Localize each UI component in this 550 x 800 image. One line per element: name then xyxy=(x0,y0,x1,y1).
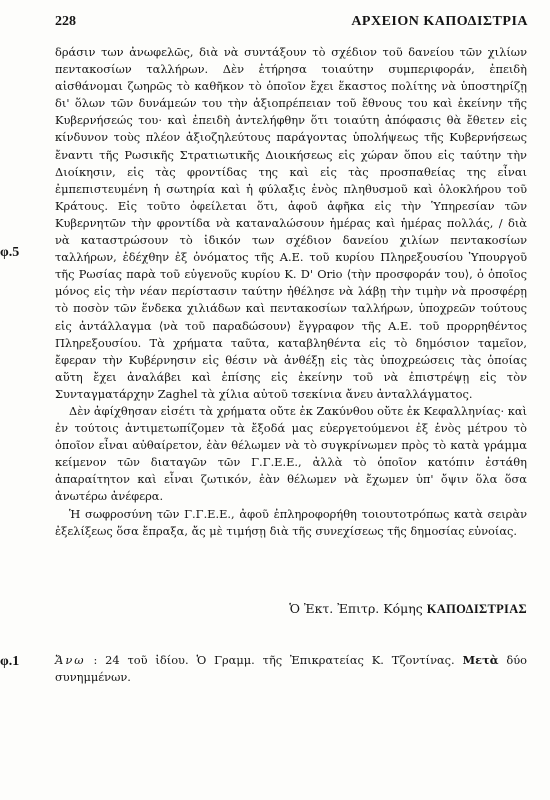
running-title: ΑΡΧΕΙΟΝ ΚΑΠΟΔΙΣΤΡΙΑ xyxy=(351,14,528,29)
paragraph-2: Δὲν ἀφίχθησαν εἰσέτι τὰ χρήματα οὔτε ἐκ Ζακύνθου οὔτε ἐκ Κεφαλληνίας· καὶ ἐν τούτοις ἀντιμετωπίζομεν τὰ ἔξοδά μας εὐεργετούμενοι ἐξ ἑνὸς μέτρου τὸ ὁποῖον εἶναι αὐθαίρετον, ἐὰν θέλωμεν νὰ τὸ συγκρίνωμεν πρὸς τὸ κατὰ γράμμα κείμενον τῶν διαταγῶν τῶν Γ.Γ.Ε.Ε., ἀλλὰ τὸ ὁποῖον κατόπιν ἐστάθη ἀπαραίτητον καὶ εἶναι ζωτικόν, ἐὰν θέλωμεν νὰ ἔχωμεν ὑπ' ὄψιν ὅλα ὅσα ἀνωτέρω ἀνέφερα. xyxy=(55,403,527,504)
note-tag: Ἄνω xyxy=(55,653,86,667)
note-text: : 24 τοῦ ἰδίου. Ὁ Γραμμ. τῆς Ἐπικρατείας Κ. Τζοντίνας. xyxy=(93,653,455,667)
signature-name: ΚΑΠΟΔΙΣΤΡΙΑΣ xyxy=(426,602,527,616)
signature-prefix: Ὁ Ἐκτ. Ἐπιτρ. Κόμης xyxy=(289,601,423,616)
archival-note xyxy=(55,652,527,686)
page-header xyxy=(55,14,528,34)
letter-body xyxy=(55,44,527,540)
page-number: 228 xyxy=(55,14,76,29)
margin-folio-note-1: φ.1 xyxy=(0,654,20,669)
margin-folio-note-5: φ.5 xyxy=(0,245,20,260)
paragraph-1: δράσιν των ἀνωφελῶς, διὰ νὰ συντάξουν τὸ σχέδιον τοῦ δανείου τῶν χιλίων πεντακοσίων ταλλήρων. Δὲν ἐτήρησα τοιαύτην συμπεριφοράν, ἐπειδὴ αἰσθάνομαι ζωηρῶς τὸ καθῆκον τὸ ὁποῖον ἔχει ἕκαστος πολίτης νὰ ὑποστηρίζῃ δι' ὅλων τῶν δυνάμεών του τὴν ἀξιοπρέπειαν τοῦ ἔθνους του καὶ ἐκείνην τῆς Κυβερνήσεώς του· καὶ ἐπειδὴ ἀντελήφθην ὅτι τοιαύτη ἀπόφασις θὰ ἔθετεν εἰς κίνδυνον τοὺς πλέον ἀξιοζηλεύτους παράγοντας ὑπολήψεως τῆς Κυβερνήσεως ἔναντι τῆς Ρωσικῆς Στρατιωτικῆς Διοικήσεως εἰς χώραν ὅπου εἰς ταύτην τὴν Διοίκησιν, εἰς τὰς φροντίδας της καὶ εἰς τὰς προσπαθείας της εἶναι ἐμπεπιστευμένη ἡ σωτηρία καὶ ἡ φύλαξις ἑνὸς πληθυσμοῦ καὶ ὁλοκλήρου τοῦ Κράτους. Εἰς τοῦτο ὀφείλεται ὅτι, ἀφοῦ ἀφῆκα εἰς τὴν Ὑπηρεσίαν τῶν Κυβερνητῶν τὴν φροντίδα νὰ καταναλώσουν ἡμέρας καὶ ἡμέρας πολλάς, / διὰ νὰ καταστρώσουν τὸ ἰδικόν των σχέδιον δανείου χιλίων πεντακοσίων ταλλήρων, ἐδέχθην ἐξ ὀνόματος τῆς Α.Ε. τοῦ κυρίου Πληρεξουσίου Ὑπουργοῦ τῆς Ρωσίας παρὰ τοῦ εὐγενοῦς κυρίου Κ. D' Orio ⟨τὴν προσφοράν του⟩, ὁ ὁποῖος μόνος εἰς τὴν νέαν περίστασιν ταύτην ἠθέλησε νὰ λάβῃ τὴν τιμὴν νὰ προσφέρῃ τὸ ποσὸν τῶν ἕνδεκα χιλιάδων καὶ πεντακοσίων ταλλήρων, ὑποχρεῶν τούτους εἰς ἀντάλλαγμα ⟨νὰ τοῦ παραδώσουν⟩ ἔγγραφον τῆς Α.Ε. τοῦ προρρηθέντος Πληρεξουσίου. Τὰ χρήματα ταῦτα, καταβληθέντα εἰς τὸ δημόσιον ταμεῖον, ἔφεραν τὴν Κυβέρνησιν εἰς θέσιν νὰ ἀνθέξῃ εἰς τὰς ὑποχρεώσεις τὰς ὁποίας αὕτη ἔχει ἀναλάβει καὶ ἐπίσης εἰς ἐκείνην τοῦ νὰ ἐπιστρέψῃ εἰς τὸν Συνταγματάρχην Zaghel τὰ χίλια αὐτοῦ τσεκίνια ἄνευ ἀνταλλάγματος. xyxy=(55,45,527,401)
signature-line xyxy=(55,601,527,617)
paragraph-3: Ἡ σωφροσύνη τῶν Γ.Γ.Ε.Ε., ἀφοῦ ἐπληροφορήθη τοιουτοτρόπως κατὰ σειρὰν ἐξελίξεως ὅσα ἔπραξα, ἄς μὲ τιμήσῃ διὰ τῆς συνεχίσεως τῆς δημοσίας εὐνοίας. xyxy=(55,506,527,538)
note-tail: δύο συνημμένων. xyxy=(55,653,528,685)
note-bold-text: Μετὰ xyxy=(462,653,499,667)
